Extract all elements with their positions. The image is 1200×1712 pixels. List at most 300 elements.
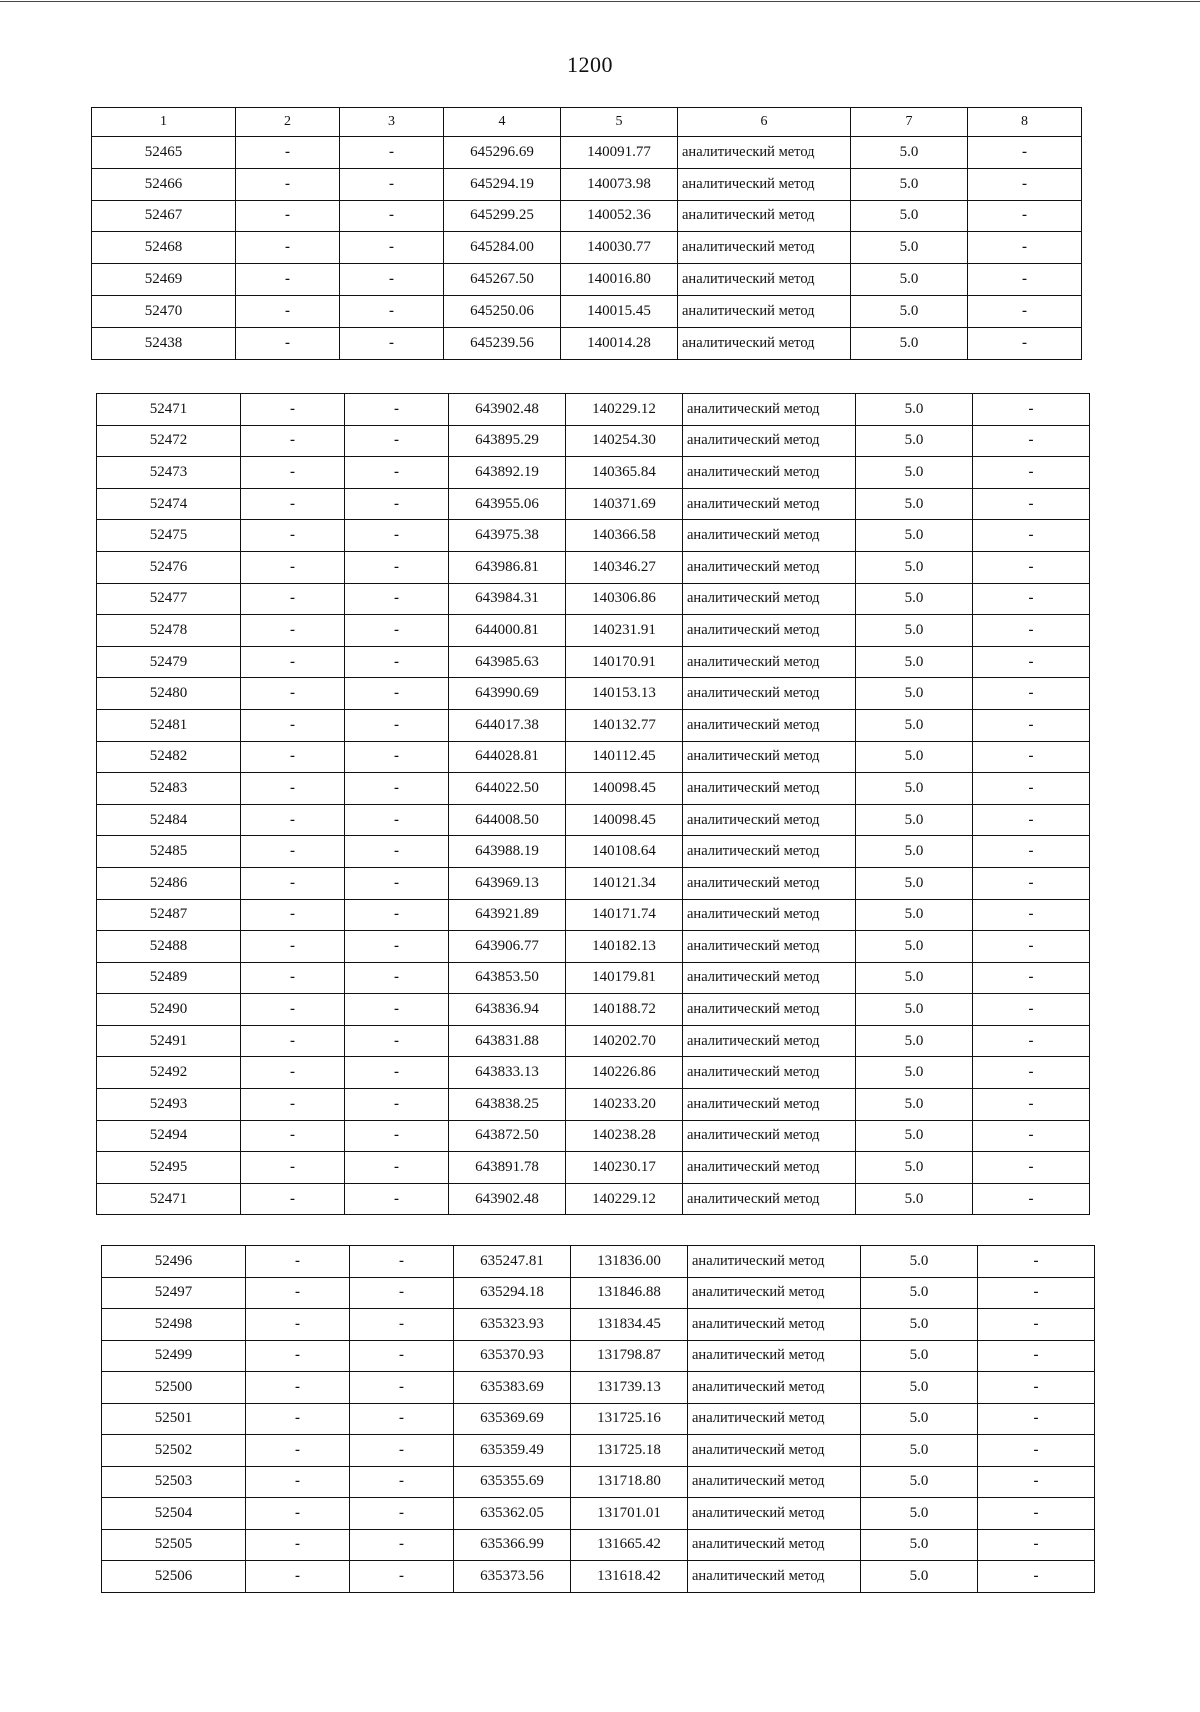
cell-accuracy: 5.0 bbox=[851, 295, 968, 327]
cell-point-number: 52469 bbox=[92, 264, 236, 296]
cell-col-3: - bbox=[345, 836, 449, 868]
cell-col-3: - bbox=[340, 295, 444, 327]
cell-point-number: 52506 bbox=[102, 1561, 246, 1593]
cell-x-coordinate: 635383.69 bbox=[454, 1372, 571, 1404]
table-row bbox=[97, 678, 1090, 710]
cell-accuracy: 5.0 bbox=[861, 1403, 978, 1435]
header-cell-2: 2 bbox=[236, 108, 340, 137]
cell-accuracy: 5.0 bbox=[856, 836, 973, 868]
cell-point-number: 52491 bbox=[97, 1025, 241, 1057]
cell-accuracy: 5.0 bbox=[861, 1309, 978, 1341]
cell-x-coordinate: 645296.69 bbox=[444, 137, 561, 169]
cell-y-coordinate: 131718.80 bbox=[571, 1466, 688, 1498]
cell-col-8: - bbox=[968, 327, 1082, 359]
cell-y-coordinate: 140233.20 bbox=[566, 1089, 683, 1121]
cell-x-coordinate: 643895.29 bbox=[449, 425, 566, 457]
cell-col-3: - bbox=[350, 1246, 454, 1278]
cell-accuracy: 5.0 bbox=[856, 1120, 973, 1152]
cell-y-coordinate: 140073.98 bbox=[561, 168, 678, 200]
cell-point-number: 52504 bbox=[102, 1498, 246, 1530]
cell-col-3: - bbox=[345, 425, 449, 457]
table-row bbox=[92, 232, 1082, 264]
cell-col-3: - bbox=[350, 1435, 454, 1467]
table-row bbox=[97, 615, 1090, 647]
cell-method: аналитический метод bbox=[683, 425, 856, 457]
cell-method: аналитический метод bbox=[678, 168, 851, 200]
cell-col-2: - bbox=[241, 709, 345, 741]
cell-accuracy: 5.0 bbox=[856, 425, 973, 457]
cell-col-3: - bbox=[345, 1183, 449, 1215]
cell-method: аналитический метод bbox=[683, 709, 856, 741]
table-row bbox=[102, 1309, 1095, 1341]
table-row bbox=[97, 741, 1090, 773]
cell-col-2: - bbox=[241, 394, 345, 426]
cell-accuracy: 5.0 bbox=[861, 1561, 978, 1593]
cell-point-number: 52468 bbox=[92, 232, 236, 264]
cell-x-coordinate: 635370.93 bbox=[454, 1340, 571, 1372]
cell-y-coordinate: 131798.87 bbox=[571, 1340, 688, 1372]
cell-x-coordinate: 635294.18 bbox=[454, 1277, 571, 1309]
cell-col-2: - bbox=[241, 899, 345, 931]
cell-y-coordinate: 140229.12 bbox=[566, 1183, 683, 1215]
table-row bbox=[97, 646, 1090, 678]
table-row bbox=[97, 1152, 1090, 1184]
cell-col-8: - bbox=[973, 836, 1090, 868]
cell-method: аналитический метод bbox=[683, 583, 856, 615]
cell-accuracy: 5.0 bbox=[856, 994, 973, 1026]
cell-x-coordinate: 643836.94 bbox=[449, 994, 566, 1026]
cell-x-coordinate: 635373.56 bbox=[454, 1561, 571, 1593]
cell-col-2: - bbox=[241, 615, 345, 647]
cell-col-3: - bbox=[340, 264, 444, 296]
cell-x-coordinate: 643838.25 bbox=[449, 1089, 566, 1121]
cell-col-2: - bbox=[241, 646, 345, 678]
cell-method: аналитический метод bbox=[683, 394, 856, 426]
cell-y-coordinate: 140306.86 bbox=[566, 583, 683, 615]
cell-x-coordinate: 645239.56 bbox=[444, 327, 561, 359]
cell-col-3: - bbox=[340, 232, 444, 264]
cell-method: аналитический метод bbox=[688, 1309, 861, 1341]
cell-method: аналитический метод bbox=[683, 899, 856, 931]
cell-y-coordinate: 140098.45 bbox=[566, 804, 683, 836]
cell-point-number: 52481 bbox=[97, 709, 241, 741]
cell-point-number: 52498 bbox=[102, 1309, 246, 1341]
cell-x-coordinate: 643831.88 bbox=[449, 1025, 566, 1057]
cell-y-coordinate: 140170.91 bbox=[566, 646, 683, 678]
cell-x-coordinate: 643921.89 bbox=[449, 899, 566, 931]
cell-accuracy: 5.0 bbox=[856, 1057, 973, 1089]
cell-accuracy: 5.0 bbox=[861, 1277, 978, 1309]
cell-col-3: - bbox=[345, 551, 449, 583]
cell-y-coordinate: 140112.45 bbox=[566, 741, 683, 773]
cell-col-8: - bbox=[973, 394, 1090, 426]
table-row bbox=[97, 1025, 1090, 1057]
cell-point-number: 52493 bbox=[97, 1089, 241, 1121]
cell-point-number: 52478 bbox=[97, 615, 241, 647]
cell-col-2: - bbox=[246, 1403, 350, 1435]
table-row bbox=[97, 773, 1090, 805]
cell-col-3: - bbox=[350, 1340, 454, 1372]
cell-accuracy: 5.0 bbox=[856, 583, 973, 615]
cell-col-8: - bbox=[978, 1466, 1095, 1498]
cell-point-number: 52500 bbox=[102, 1372, 246, 1404]
table-row bbox=[92, 327, 1082, 359]
cell-x-coordinate: 635369.69 bbox=[454, 1403, 571, 1435]
cell-point-number: 52471 bbox=[97, 1183, 241, 1215]
cell-x-coordinate: 643969.13 bbox=[449, 867, 566, 899]
table-row bbox=[97, 583, 1090, 615]
cell-y-coordinate: 140030.77 bbox=[561, 232, 678, 264]
cell-col-8: - bbox=[973, 678, 1090, 710]
cell-x-coordinate: 635359.49 bbox=[454, 1435, 571, 1467]
cell-col-8: - bbox=[978, 1561, 1095, 1593]
cell-col-8: - bbox=[968, 232, 1082, 264]
cell-point-number: 52472 bbox=[97, 425, 241, 457]
cell-accuracy: 5.0 bbox=[851, 137, 968, 169]
cell-col-8: - bbox=[973, 867, 1090, 899]
cell-col-2: - bbox=[246, 1435, 350, 1467]
header-cell-4: 4 bbox=[444, 108, 561, 137]
cell-col-2: - bbox=[236, 137, 340, 169]
cell-col-2: - bbox=[241, 931, 345, 963]
cell-y-coordinate: 140230.17 bbox=[566, 1152, 683, 1184]
cell-method: аналитический метод bbox=[683, 741, 856, 773]
cell-x-coordinate: 643988.19 bbox=[449, 836, 566, 868]
cell-method: аналитический метод bbox=[683, 804, 856, 836]
coordinates-table-1 bbox=[91, 107, 1082, 360]
cell-col-8: - bbox=[978, 1435, 1095, 1467]
table-row bbox=[97, 1057, 1090, 1089]
table-row bbox=[102, 1466, 1095, 1498]
cell-point-number: 52489 bbox=[97, 962, 241, 994]
cell-method: аналитический метод bbox=[683, 1152, 856, 1184]
cell-y-coordinate: 140171.74 bbox=[566, 899, 683, 931]
cell-method: аналитический метод bbox=[683, 994, 856, 1026]
cell-point-number: 52476 bbox=[97, 551, 241, 583]
cell-method: аналитический метод bbox=[688, 1340, 861, 1372]
cell-method: аналитический метод bbox=[683, 1120, 856, 1152]
cell-y-coordinate: 131618.42 bbox=[571, 1561, 688, 1593]
cell-x-coordinate: 635247.81 bbox=[454, 1246, 571, 1278]
cell-col-8: - bbox=[968, 264, 1082, 296]
cell-accuracy: 5.0 bbox=[861, 1498, 978, 1530]
cell-col-8: - bbox=[973, 425, 1090, 457]
cell-col-2: - bbox=[236, 168, 340, 200]
table-row bbox=[102, 1529, 1095, 1561]
cell-x-coordinate: 645284.00 bbox=[444, 232, 561, 264]
cell-x-coordinate: 645299.25 bbox=[444, 200, 561, 232]
cell-col-3: - bbox=[345, 646, 449, 678]
cell-col-8: - bbox=[978, 1309, 1095, 1341]
cell-col-3: - bbox=[345, 741, 449, 773]
table-row bbox=[97, 551, 1090, 583]
cell-method: аналитический метод bbox=[688, 1435, 861, 1467]
cell-col-8: - bbox=[973, 646, 1090, 678]
cell-accuracy: 5.0 bbox=[856, 678, 973, 710]
table-row bbox=[102, 1435, 1095, 1467]
cell-col-8: - bbox=[968, 295, 1082, 327]
cell-col-3: - bbox=[345, 583, 449, 615]
table-row bbox=[97, 962, 1090, 994]
top-border-rule bbox=[0, 1, 1200, 2]
table-row bbox=[97, 994, 1090, 1026]
cell-col-2: - bbox=[241, 583, 345, 615]
cell-col-8: - bbox=[968, 200, 1082, 232]
cell-col-2: - bbox=[241, 867, 345, 899]
cell-point-number: 52483 bbox=[97, 773, 241, 805]
table-row bbox=[97, 867, 1090, 899]
cell-accuracy: 5.0 bbox=[856, 457, 973, 489]
cell-method: аналитический метод bbox=[683, 836, 856, 868]
table-row bbox=[92, 200, 1082, 232]
cell-col-3: - bbox=[345, 994, 449, 1026]
cell-point-number: 52497 bbox=[102, 1277, 246, 1309]
cell-y-coordinate: 140015.45 bbox=[561, 295, 678, 327]
cell-col-3: - bbox=[350, 1498, 454, 1530]
cell-point-number: 52490 bbox=[97, 994, 241, 1026]
cell-col-2: - bbox=[236, 327, 340, 359]
cell-col-8: - bbox=[978, 1372, 1095, 1404]
cell-x-coordinate: 645267.50 bbox=[444, 264, 561, 296]
cell-x-coordinate: 643853.50 bbox=[449, 962, 566, 994]
cell-col-8: - bbox=[973, 488, 1090, 520]
cell-method: аналитический метод bbox=[683, 646, 856, 678]
cell-col-8: - bbox=[973, 899, 1090, 931]
cell-col-2: - bbox=[241, 1089, 345, 1121]
cell-accuracy: 5.0 bbox=[851, 200, 968, 232]
table-row bbox=[97, 394, 1090, 426]
table-row bbox=[97, 836, 1090, 868]
cell-col-8: - bbox=[973, 994, 1090, 1026]
cell-x-coordinate: 645250.06 bbox=[444, 295, 561, 327]
cell-col-2: - bbox=[241, 741, 345, 773]
cell-method: аналитический метод bbox=[683, 457, 856, 489]
coordinates-table-3 bbox=[101, 1245, 1095, 1593]
cell-y-coordinate: 140366.58 bbox=[566, 520, 683, 552]
cell-accuracy: 5.0 bbox=[861, 1435, 978, 1467]
cell-method: аналитический метод bbox=[688, 1498, 861, 1530]
cell-method: аналитический метод bbox=[688, 1466, 861, 1498]
cell-col-2: - bbox=[246, 1309, 350, 1341]
cell-col-8: - bbox=[973, 1120, 1090, 1152]
cell-x-coordinate: 643985.63 bbox=[449, 646, 566, 678]
cell-col-8: - bbox=[973, 457, 1090, 489]
cell-method: аналитический метод bbox=[678, 232, 851, 264]
cell-point-number: 52474 bbox=[97, 488, 241, 520]
cell-y-coordinate: 140346.27 bbox=[566, 551, 683, 583]
cell-method: аналитический метод bbox=[683, 678, 856, 710]
cell-col-2: - bbox=[241, 520, 345, 552]
cell-col-2: - bbox=[246, 1498, 350, 1530]
cell-accuracy: 5.0 bbox=[856, 741, 973, 773]
cell-y-coordinate: 140238.28 bbox=[566, 1120, 683, 1152]
cell-y-coordinate: 131846.88 bbox=[571, 1277, 688, 1309]
cell-col-3: - bbox=[350, 1561, 454, 1593]
cell-accuracy: 5.0 bbox=[856, 867, 973, 899]
cell-point-number: 52467 bbox=[92, 200, 236, 232]
cell-accuracy: 5.0 bbox=[856, 1152, 973, 1184]
cell-accuracy: 5.0 bbox=[856, 615, 973, 647]
cell-col-8: - bbox=[968, 168, 1082, 200]
cell-col-3: - bbox=[345, 1025, 449, 1057]
cell-col-3: - bbox=[345, 962, 449, 994]
cell-col-8: - bbox=[973, 773, 1090, 805]
cell-method: аналитический метод bbox=[683, 1183, 856, 1215]
cell-col-2: - bbox=[246, 1372, 350, 1404]
cell-point-number: 52484 bbox=[97, 804, 241, 836]
cell-col-8: - bbox=[973, 709, 1090, 741]
cell-y-coordinate: 140179.81 bbox=[566, 962, 683, 994]
cell-col-8: - bbox=[978, 1498, 1095, 1530]
cell-col-3: - bbox=[345, 1089, 449, 1121]
cell-col-2: - bbox=[241, 962, 345, 994]
cell-col-8: - bbox=[978, 1277, 1095, 1309]
cell-y-coordinate: 131836.00 bbox=[571, 1246, 688, 1278]
cell-x-coordinate: 643902.48 bbox=[449, 1183, 566, 1215]
cell-method: аналитический метод bbox=[683, 1057, 856, 1089]
cell-col-3: - bbox=[345, 488, 449, 520]
table-row bbox=[97, 457, 1090, 489]
cell-col-3: - bbox=[345, 394, 449, 426]
cell-y-coordinate: 140188.72 bbox=[566, 994, 683, 1026]
cell-col-8: - bbox=[973, 931, 1090, 963]
header-cell-1: 1 bbox=[92, 108, 236, 137]
cell-col-3: - bbox=[350, 1466, 454, 1498]
cell-method: аналитический метод bbox=[683, 1089, 856, 1121]
cell-point-number: 52485 bbox=[97, 836, 241, 868]
cell-accuracy: 5.0 bbox=[861, 1340, 978, 1372]
cell-point-number: 52501 bbox=[102, 1403, 246, 1435]
cell-point-number: 52505 bbox=[102, 1529, 246, 1561]
cell-method: аналитический метод bbox=[683, 488, 856, 520]
cell-accuracy: 5.0 bbox=[861, 1529, 978, 1561]
table-row bbox=[102, 1277, 1095, 1309]
table-row bbox=[97, 899, 1090, 931]
cell-accuracy: 5.0 bbox=[851, 232, 968, 264]
cell-point-number: 52466 bbox=[92, 168, 236, 200]
cell-col-3: - bbox=[340, 200, 444, 232]
cell-col-8: - bbox=[973, 962, 1090, 994]
cell-col-2: - bbox=[236, 264, 340, 296]
cell-point-number: 52471 bbox=[97, 394, 241, 426]
cell-y-coordinate: 131725.16 bbox=[571, 1403, 688, 1435]
cell-point-number: 52438 bbox=[92, 327, 236, 359]
cell-y-coordinate: 131725.18 bbox=[571, 1435, 688, 1467]
cell-y-coordinate: 140182.13 bbox=[566, 931, 683, 963]
cell-col-8: - bbox=[973, 1025, 1090, 1057]
cell-point-number: 52495 bbox=[97, 1152, 241, 1184]
cell-point-number: 52503 bbox=[102, 1466, 246, 1498]
cell-col-2: - bbox=[246, 1529, 350, 1561]
cell-col-8: - bbox=[973, 1057, 1090, 1089]
cell-y-coordinate: 140014.28 bbox=[561, 327, 678, 359]
cell-method: аналитический метод bbox=[688, 1277, 861, 1309]
cell-col-2: - bbox=[246, 1466, 350, 1498]
cell-col-2: - bbox=[246, 1246, 350, 1278]
cell-accuracy: 5.0 bbox=[851, 168, 968, 200]
table-row bbox=[102, 1561, 1095, 1593]
cell-col-3: - bbox=[345, 804, 449, 836]
cell-x-coordinate: 643990.69 bbox=[449, 678, 566, 710]
table-row bbox=[97, 804, 1090, 836]
cell-y-coordinate: 131739.13 bbox=[571, 1372, 688, 1404]
cell-col-8: - bbox=[973, 1089, 1090, 1121]
cell-y-coordinate: 140153.13 bbox=[566, 678, 683, 710]
cell-method: аналитический метод bbox=[688, 1529, 861, 1561]
cell-col-3: - bbox=[345, 1057, 449, 1089]
cell-accuracy: 5.0 bbox=[861, 1246, 978, 1278]
cell-accuracy: 5.0 bbox=[856, 962, 973, 994]
cell-x-coordinate: 643892.19 bbox=[449, 457, 566, 489]
cell-x-coordinate: 643975.38 bbox=[449, 520, 566, 552]
cell-col-2: - bbox=[241, 773, 345, 805]
cell-accuracy: 5.0 bbox=[851, 327, 968, 359]
cell-y-coordinate: 140132.77 bbox=[566, 709, 683, 741]
cell-accuracy: 5.0 bbox=[856, 1025, 973, 1057]
cell-method: аналитический метод bbox=[683, 520, 856, 552]
cell-y-coordinate: 140371.69 bbox=[566, 488, 683, 520]
cell-x-coordinate: 643986.81 bbox=[449, 551, 566, 583]
cell-method: аналитический метод bbox=[678, 200, 851, 232]
cell-col-3: - bbox=[340, 327, 444, 359]
cell-method: аналитический метод bbox=[683, 1025, 856, 1057]
header-cell-3: 3 bbox=[340, 108, 444, 137]
cell-y-coordinate: 140121.34 bbox=[566, 867, 683, 899]
table-row bbox=[92, 168, 1082, 200]
cell-method: аналитический метод bbox=[688, 1561, 861, 1593]
cell-x-coordinate: 644022.50 bbox=[449, 773, 566, 805]
cell-accuracy: 5.0 bbox=[861, 1466, 978, 1498]
cell-method: аналитический метод bbox=[683, 615, 856, 647]
cell-point-number: 52477 bbox=[97, 583, 241, 615]
cell-col-8: - bbox=[968, 137, 1082, 169]
cell-x-coordinate: 644000.81 bbox=[449, 615, 566, 647]
cell-y-coordinate: 131701.01 bbox=[571, 1498, 688, 1530]
cell-point-number: 52470 bbox=[92, 295, 236, 327]
cell-col-8: - bbox=[973, 551, 1090, 583]
cell-point-number: 52486 bbox=[97, 867, 241, 899]
cell-method: аналитический метод bbox=[683, 867, 856, 899]
cell-col-2: - bbox=[241, 678, 345, 710]
cell-col-3: - bbox=[350, 1277, 454, 1309]
table-row bbox=[102, 1498, 1095, 1530]
cell-accuracy: 5.0 bbox=[856, 520, 973, 552]
cell-accuracy: 5.0 bbox=[856, 773, 973, 805]
cell-point-number: 52492 bbox=[97, 1057, 241, 1089]
header-cell-8: 8 bbox=[968, 108, 1082, 137]
table-row bbox=[102, 1340, 1095, 1372]
cell-x-coordinate: 643902.48 bbox=[449, 394, 566, 426]
cell-point-number: 52479 bbox=[97, 646, 241, 678]
cell-col-2: - bbox=[246, 1561, 350, 1593]
table-row bbox=[92, 295, 1082, 327]
cell-point-number: 52475 bbox=[97, 520, 241, 552]
cell-col-8: - bbox=[973, 804, 1090, 836]
cell-col-2: - bbox=[241, 804, 345, 836]
cell-col-2: - bbox=[241, 425, 345, 457]
cell-method: аналитический метод bbox=[688, 1372, 861, 1404]
cell-y-coordinate: 140098.45 bbox=[566, 773, 683, 805]
cell-col-8: - bbox=[973, 1183, 1090, 1215]
header-row bbox=[92, 108, 1082, 137]
cell-method: аналитический метод bbox=[683, 773, 856, 805]
cell-col-3: - bbox=[345, 678, 449, 710]
cell-col-8: - bbox=[978, 1403, 1095, 1435]
cell-point-number: 52496 bbox=[102, 1246, 246, 1278]
cell-x-coordinate: 635355.69 bbox=[454, 1466, 571, 1498]
cell-point-number: 52494 bbox=[97, 1120, 241, 1152]
cell-accuracy: 5.0 bbox=[856, 488, 973, 520]
